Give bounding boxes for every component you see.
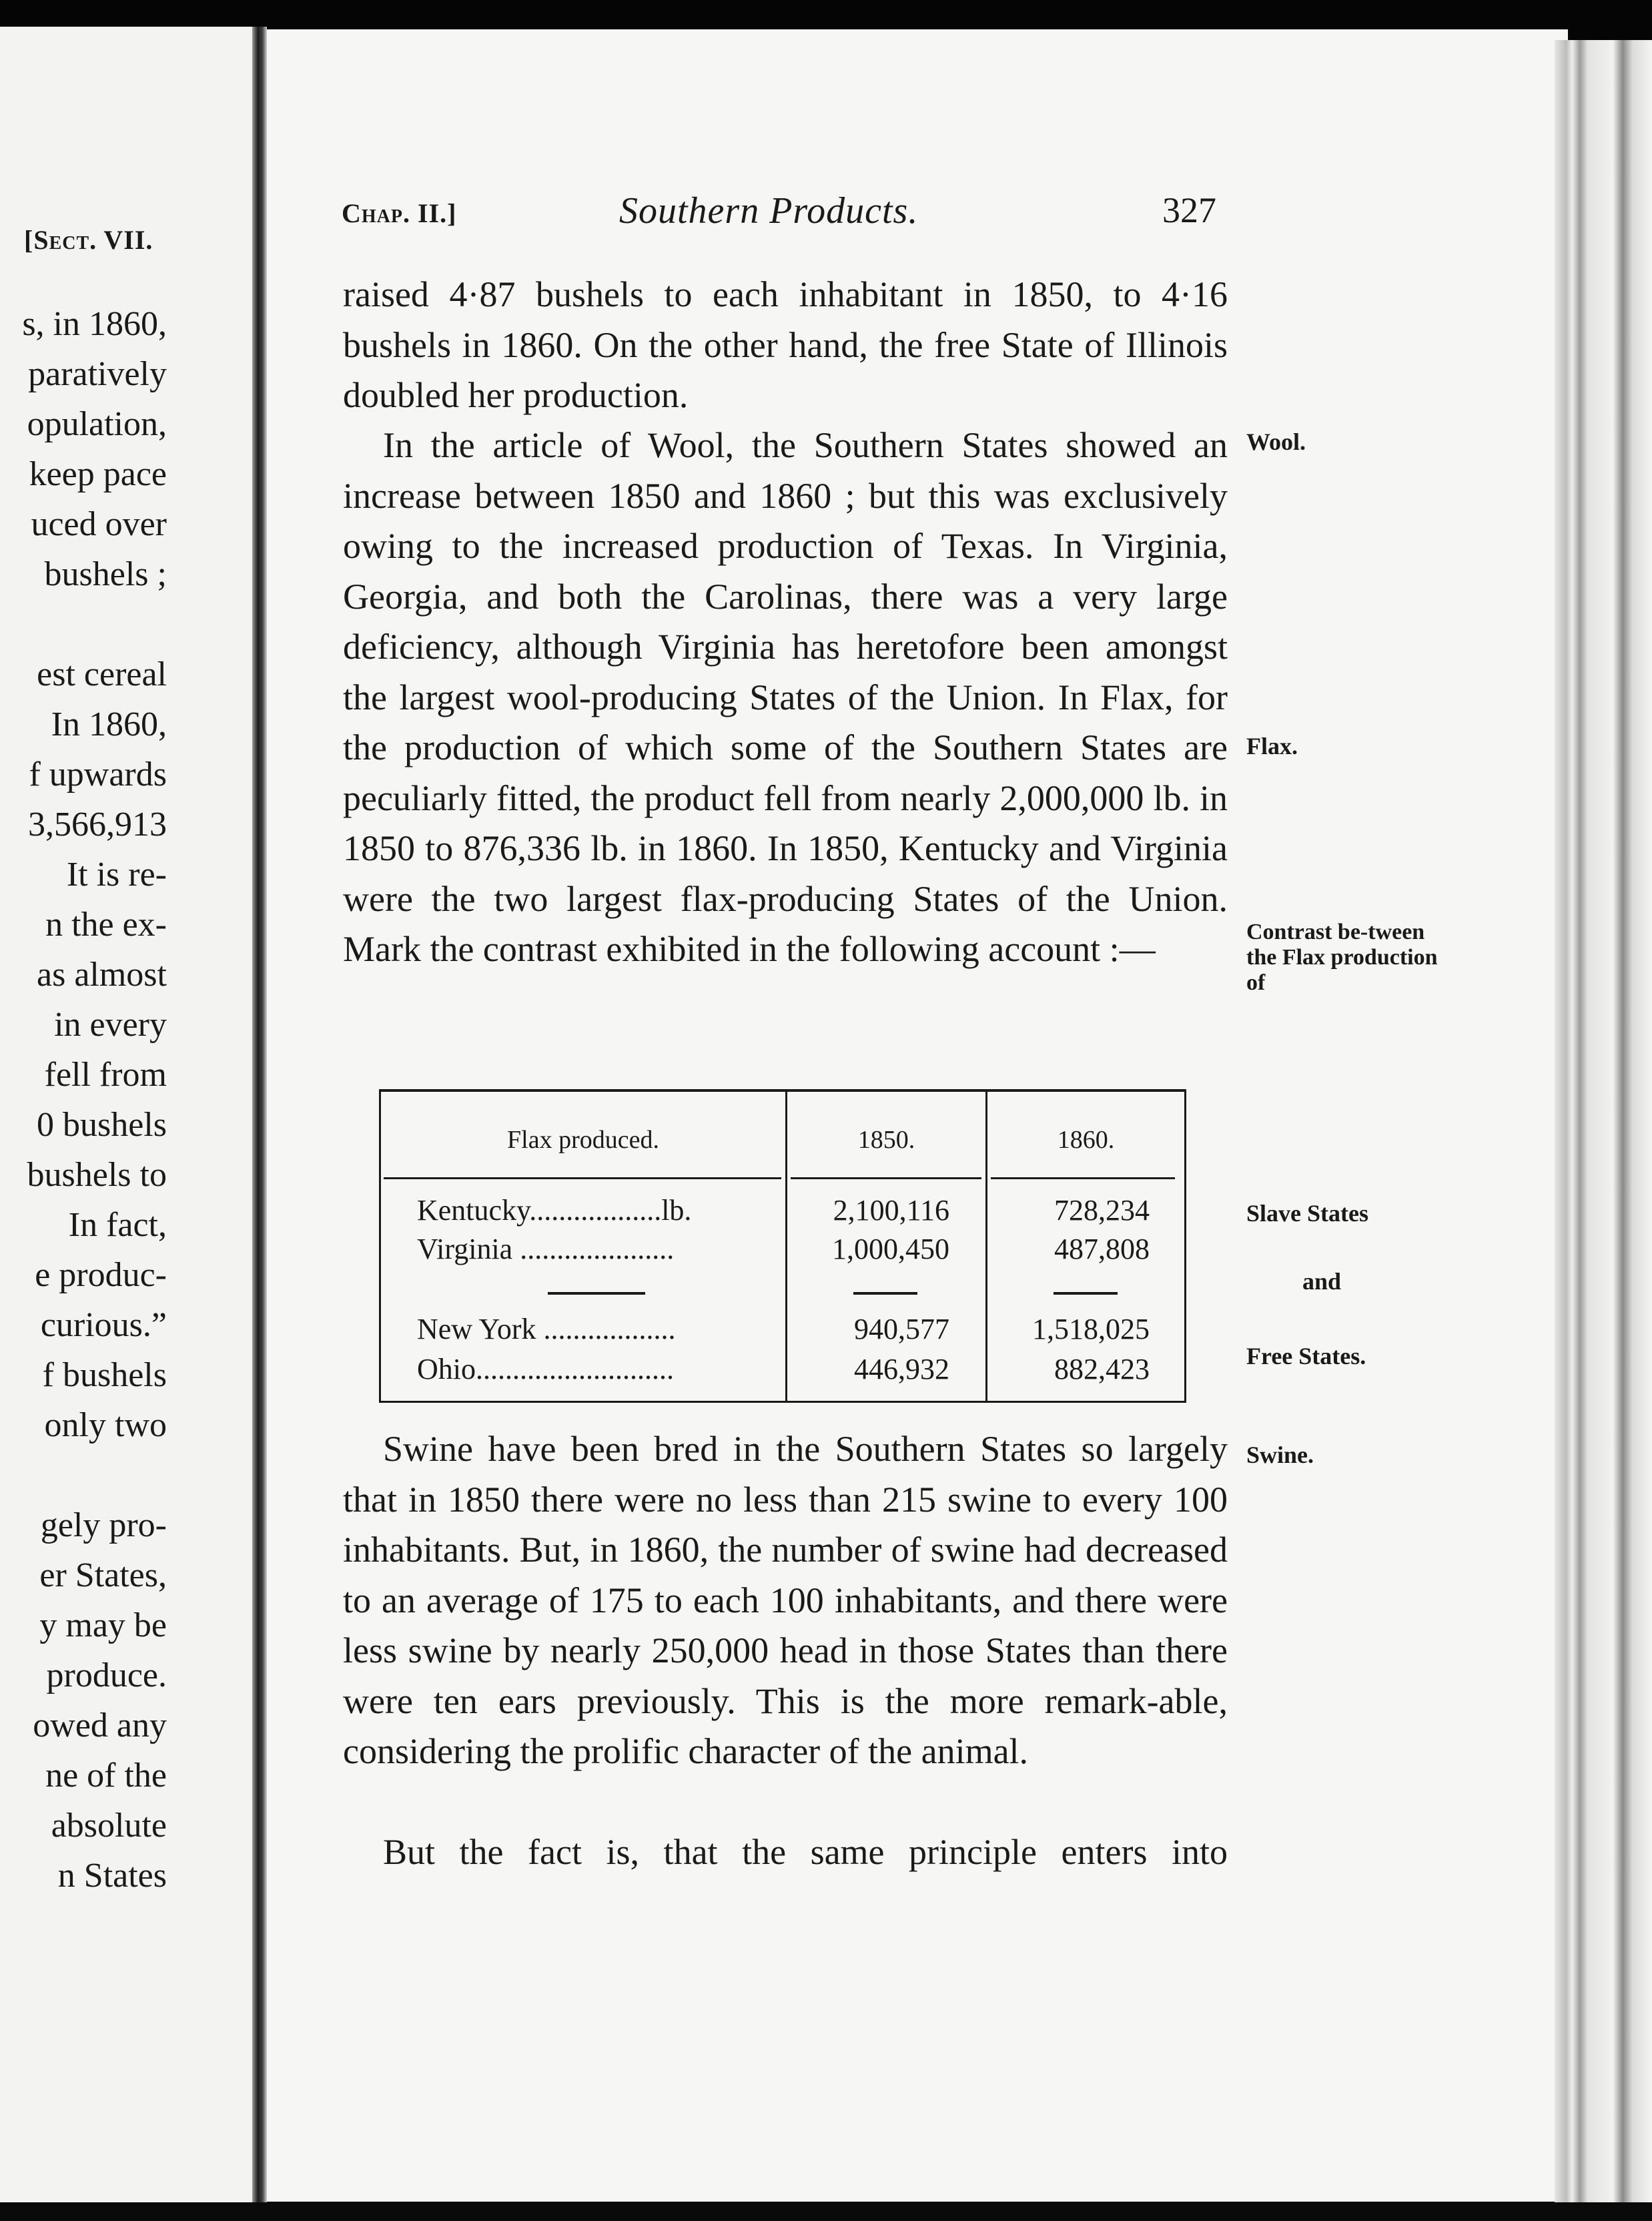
table-cell-1860: 1,518,025 [1032, 1313, 1150, 1345]
table-header-1850: 1850. [857, 1126, 915, 1154]
table-cell-1850: 940,577 [854, 1313, 949, 1345]
left-line: y may be [39, 1606, 167, 1644]
table-row-label: Kentucky..................lb. [417, 1194, 692, 1227]
table-row-label: Virginia ..................... [417, 1233, 675, 1265]
group-separator [853, 1292, 917, 1295]
table-cell-1850: 2,100,116 [833, 1194, 949, 1227]
paragraph: Swine have been bred in the Southern States so largely that in 1850 there were no less than 215 swine to every 100 inhabitants. But, in 1860, the number of swine had decreased to an average of 175 to each 100 inhabitants, and there were less swine by nearly 250,000 head in those States than there were ten ears previously. This is the more remark-able, considering the prolific character of the animal. [343, 1429, 1228, 1771]
table-row-label: Ohio........................... [417, 1353, 674, 1385]
left-line: paratively [28, 355, 167, 393]
margin-note-wool: Wool. [1246, 428, 1306, 455]
left-line: e produc- [35, 1256, 167, 1294]
running-header-chapter: Chap. II.] [342, 198, 457, 228]
margin-note-and: and [1302, 1268, 1342, 1295]
left-line: s, in 1860, [22, 305, 167, 343]
left-running-header: [Sect. VII. [24, 225, 153, 255]
margin-note-contrast: Contrast be-tween the Flax production of [1246, 920, 1438, 995]
flax-production-table [379, 1089, 1186, 1403]
left-line: bushels ; [44, 555, 167, 593]
left-line: ne of the [45, 1757, 167, 1795]
paragraph-grain [343, 270, 1228, 421]
left-line: n the ex- [45, 906, 167, 944]
header-rule [384, 1177, 781, 1179]
book-gutter [252, 27, 267, 2206]
header-rule [991, 1177, 1175, 1179]
left-line: curious.” [40, 1306, 167, 1344]
left-line: est cereal [37, 655, 167, 693]
left-line: uced over [31, 505, 167, 543]
running-header-title: Southern Products. [619, 190, 919, 232]
left-line: bushels to [27, 1156, 167, 1194]
left-line: fell from [44, 1056, 167, 1094]
paragraph: In the article of Wool, the Southern States showed an increase between 1850 and 1860 ; but this was exclusively owing to the increased production of Texas. In Virginia, Georgia, and both the Carolinas, there was a very large deficiency, although Virginia has heretofore been amongst the largest wool-producing States of the Union. In Flax, for the production of which some of the Southern States are peculiarly fitted, the product fell from nearly 2,000,000 lb. in 1850 to 876,336 lb. in 1860. In 1850, Kentucky and Virginia were the two largest flax-producing States of the Union. Mark the contrast exhibited in the following account :— [343, 425, 1228, 969]
left-line: 0 bushels [37, 1106, 167, 1144]
left-line: as almost [37, 956, 167, 994]
table-cell-1850: 446,932 [854, 1353, 949, 1385]
paragraph: But the fact is, that the same principle enters into [383, 1832, 1228, 1872]
left-line: only two [44, 1406, 167, 1444]
group-separator [548, 1292, 645, 1295]
left-line: produce. [46, 1656, 167, 1694]
margin-note-flax: Flax. [1246, 733, 1298, 759]
paragraph-swine [343, 1424, 1228, 1777]
left-line: in every [54, 1006, 167, 1044]
table-cell-1860: 487,808 [1054, 1233, 1150, 1265]
header-rule [791, 1177, 981, 1179]
table-header-item: Flax produced. [507, 1126, 659, 1154]
left-line: gely pro- [40, 1506, 167, 1544]
paragraph-continuation [343, 1827, 1228, 1878]
page-edges [1555, 40, 1652, 2202]
left-line: er States, [39, 1556, 167, 1594]
left-line: opulation, [27, 405, 167, 443]
left-page [0, 27, 252, 2206]
left-page-text [22, 299, 167, 1901]
group-separator [1054, 1292, 1118, 1295]
table-header-1860: 1860. [1057, 1126, 1115, 1154]
paragraph-wool-flax [343, 420, 1228, 975]
left-line: 3,566,913 [28, 806, 167, 844]
table-cell-1860: 882,423 [1054, 1353, 1150, 1385]
page-number: 327 [1162, 190, 1216, 230]
left-line: In 1860, [51, 705, 167, 743]
left-line: f bushels [42, 1356, 167, 1394]
left-line: n States [57, 1857, 167, 1895]
left-line [22, 1450, 167, 1500]
table-cell-1850: 1,000,450 [832, 1233, 949, 1265]
paragraph: raised 4·87 bushels to each inhabitant in 1850, to 4·16 bushels in 1860. On the other hand, the free State of Illinois doubled her production. [343, 274, 1228, 415]
table-row-label: New York .................. [417, 1313, 676, 1345]
table-cell-1860: 728,234 [1054, 1194, 1150, 1227]
scan-border [0, 2202, 1652, 2221]
left-line: f upwards [29, 755, 167, 794]
left-line: It is re- [66, 856, 167, 894]
left-line: In fact, [68, 1206, 167, 1244]
left-line: owed any [33, 1706, 167, 1744]
left-line: absolute [51, 1807, 167, 1845]
left-line [22, 599, 167, 649]
margin-note-swine: Swine. [1246, 1442, 1314, 1468]
margin-note-free-states: Free States. [1246, 1343, 1366, 1369]
left-line: keep pace [29, 455, 167, 493]
margin-note-slave-states: Slave States [1246, 1200, 1368, 1227]
